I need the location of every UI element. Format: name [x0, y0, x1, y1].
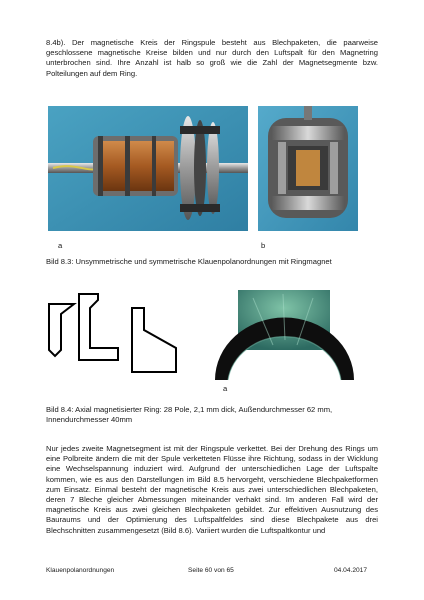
lamination-drawing	[46, 290, 196, 375]
figure-8-3b-photo	[258, 106, 358, 231]
figure-8-3-caption: Bild 8.3: Unsymmetrische und symmetrische Klauenpolanordnungen mit Ringmagnet	[46, 257, 332, 266]
figure-8-4-caption-line1: Bild 8.4: Axial magnetisierter Ring: 28 Pole, 2,1 mm dick, Außendurchmesser 62 mm,	[46, 405, 333, 414]
footer-date: 04.04.2017	[334, 567, 368, 574]
figure-8-3b-label: b	[261, 241, 266, 250]
magnet-ring-photo	[213, 290, 356, 382]
footer-section-title: Klauenpolanordnungen	[46, 567, 115, 574]
intro-paragraph: 8.4b). Der magnetische Kreis der Ringspule besteht aus Blechpaketen, die paarweise geschlossene magnetische Kreise bilden und nur durch den Luftspalt für den Magnetring unterbrochen sind. Ihre Anzahl ist halb so groß wie die Zahl der Magnetsegmente bzw. Polteilungen auf dem Ring.	[46, 38, 378, 78]
figure-8-4-caption-line2: Innendurchmesser 40mm	[46, 415, 133, 425]
footer-page-number: Seite 60 von 65	[188, 567, 234, 574]
figure-8-3a-photo	[48, 106, 248, 231]
figure-8-3a-label: a	[58, 241, 63, 250]
figure-8-4a-label: a	[223, 384, 228, 393]
body-paragraph: Nur jedes zweite Magnetsegment ist mit der Ringspule verkettet. Bei der Drehung des Rings um eine Polbreite ändern die mit der Spule verketteten Flüsse ihre Richtung, sodass in der Wicklung eine Wechselspannung induziert wird. Aufgrund der unterschiedlichen Lage der Luftspalte kommen, wie es aus den Darstellungen im Bild 8.5 hervorgeht, verschiedene Blechpaketformen zum Einsatz. Einmal besteht der magnetische Kreis aus zwei unterschiedlichen Blechpaketen, deren 7 Bleche gleicher Abmessungen miteinander verhakt sind. Im anderen Fall wird der magnetische Kreis aus zwei gleichen Blechpaketen gebildet. Zur effektiven Ausnutzung des Bauraums und der Optimierung des Luftspaltfeldes sind diese Blechpakete aus drei Blechschnitten zusammengesetzt (Bild 8.6). Variiert wurden die Luftspaltkontur und	[46, 444, 378, 535]
figure-8-4-caption	[46, 405, 386, 425]
